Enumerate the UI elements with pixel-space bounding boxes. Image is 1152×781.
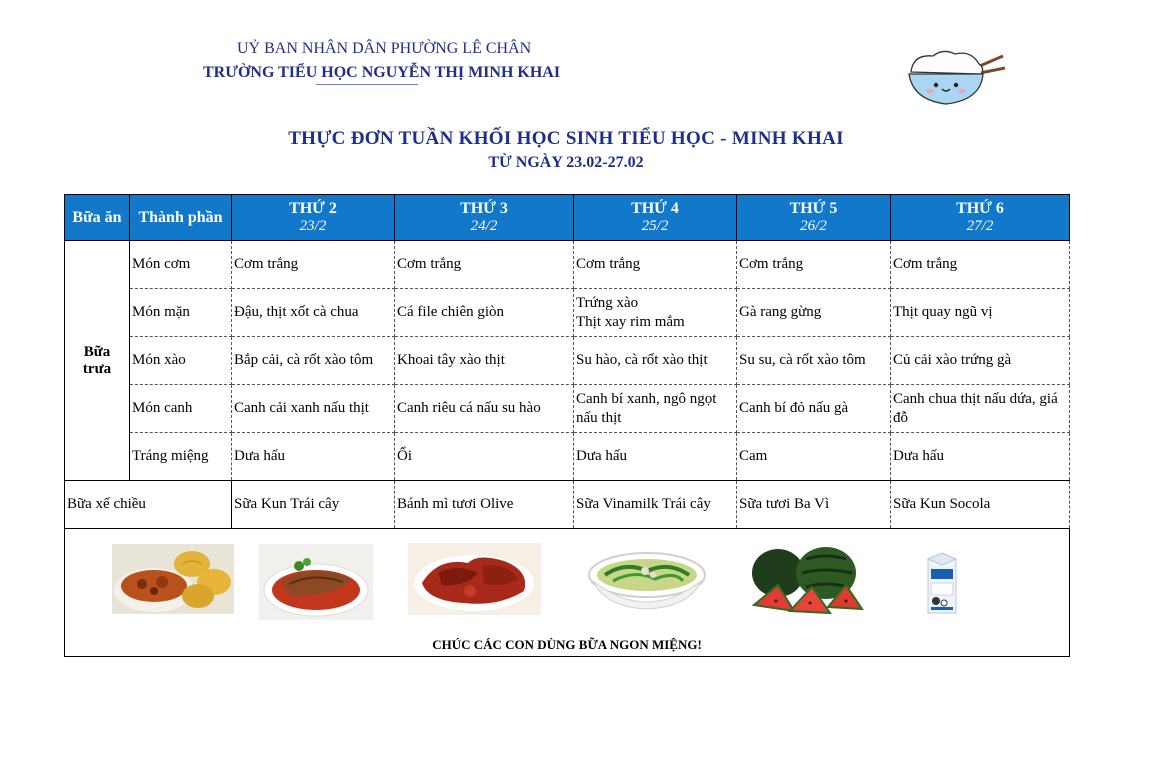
- afternoon-cell: Sữa Kun Socola: [891, 481, 1070, 529]
- rice-bowl-logo-icon: [893, 42, 1019, 112]
- lunch-label: Bữa trưa: [65, 241, 130, 481]
- dish-cell: Canh cải xanh nấu thịt: [232, 385, 395, 433]
- curry-bread-photo: [112, 544, 234, 614]
- dish-cell: Cam: [737, 433, 891, 481]
- component-label: Món cơm: [130, 241, 232, 289]
- table-row: [65, 289, 1070, 337]
- food-photos-cell: [65, 529, 1070, 657]
- component-label: Tráng miệng: [130, 433, 232, 481]
- dish-cell: Gà rang gừng: [737, 289, 891, 337]
- header-day-3: THỨ 4 25/2: [574, 195, 737, 241]
- dish-cell: Dưa hấu: [574, 433, 737, 481]
- component-label: Món xào: [130, 337, 232, 385]
- dish-cell: Bắp cải, cà rốt xào tôm: [232, 337, 395, 385]
- weekly-menu-table: [64, 194, 1070, 657]
- dish-cell: Đậu, thịt xốt cà chua: [232, 289, 395, 337]
- dish-cell: Thịt quay ngũ vị: [891, 289, 1070, 337]
- dish-cell: Cơm trắng: [232, 241, 395, 289]
- menu-date-range: TỪ NGÀY 23.02-27.02: [488, 154, 644, 171]
- component-label: Món mặn: [130, 289, 232, 337]
- dish-cell: Su su, cà rốt xào tôm: [737, 337, 891, 385]
- dish-cell: Ổi: [395, 433, 574, 481]
- table-row: [65, 337, 1070, 385]
- afternoon-cell: Sữa tươi Ba Vì: [737, 481, 891, 529]
- dish-cell: Cá file chiên giòn: [395, 289, 574, 337]
- component-label: Món canh: [130, 385, 232, 433]
- header-day-5: THỨ 6 27/2: [891, 195, 1070, 241]
- dish-cell: Củ cải xào trứng gà: [891, 337, 1070, 385]
- braised-pork-photo: [408, 543, 541, 615]
- table-header-row: [65, 195, 1070, 241]
- food-photos-row: [65, 529, 1070, 657]
- header-day-4: THỨ 5 26/2: [737, 195, 891, 241]
- dish-cell: Cơm trắng: [891, 241, 1070, 289]
- afternoon-label: Bữa xế chiều: [65, 481, 232, 529]
- table-row: [65, 241, 1070, 289]
- table-row: [65, 433, 1070, 481]
- dish-cell: Canh chua thịt nấu dứa, giá đỗ: [891, 385, 1070, 433]
- dish-cell: Dưa hấu: [891, 433, 1070, 481]
- dish-cell: Cơm trắng: [395, 241, 574, 289]
- header-day-2: THỨ 3 24/2: [395, 195, 574, 241]
- header-component: Thành phần: [130, 195, 232, 241]
- dish-cell: Canh bí xanh, ngô ngọt nấu thịt: [574, 385, 737, 433]
- vegetable-soup-photo: [585, 547, 709, 613]
- header-meal: Bữa ăn: [65, 195, 130, 241]
- greeting-text: CHÚC CÁC CON DÙNG BỮA NGON MIỆNG!: [432, 637, 702, 652]
- milk-carton-photo: [922, 549, 962, 617]
- dish-cell: Khoai tây xào thịt: [395, 337, 574, 385]
- dish-cell: Trứng xào Thịt xay rim mắm: [574, 289, 737, 337]
- afternoon-cell: Bánh mì tươi Olive: [395, 481, 574, 529]
- header-day-1: THỨ 2 23/2: [232, 195, 395, 241]
- dish-cell: Cơm trắng: [737, 241, 891, 289]
- dish-cell: Canh bí đỏ nấu gà: [737, 385, 891, 433]
- header-underline: [316, 84, 418, 85]
- menu-title: THỰC ĐƠN TUẦN KHỐI HỌC SINH TIỂU HỌC - MINH KHAI: [288, 128, 844, 149]
- dish-cell: Cơm trắng: [574, 241, 737, 289]
- header-school: TRƯỜNG TIỂU HỌC NGUYỄN THỊ MINH KHAI: [203, 64, 561, 81]
- table-row-afternoon: [65, 481, 1070, 529]
- dish-cell: Canh riêu cá nấu su hào: [395, 385, 574, 433]
- afternoon-cell: Sữa Kun Trái cây: [232, 481, 395, 529]
- table-row: [65, 385, 1070, 433]
- fried-fish-photo: [259, 544, 373, 620]
- afternoon-cell: Sữa Vinamilk Trái cây: [574, 481, 737, 529]
- dish-cell: Dưa hấu: [232, 433, 395, 481]
- dish-cell: Su hào, cà rốt xào thịt: [574, 337, 737, 385]
- watermelon-photo: [750, 545, 866, 619]
